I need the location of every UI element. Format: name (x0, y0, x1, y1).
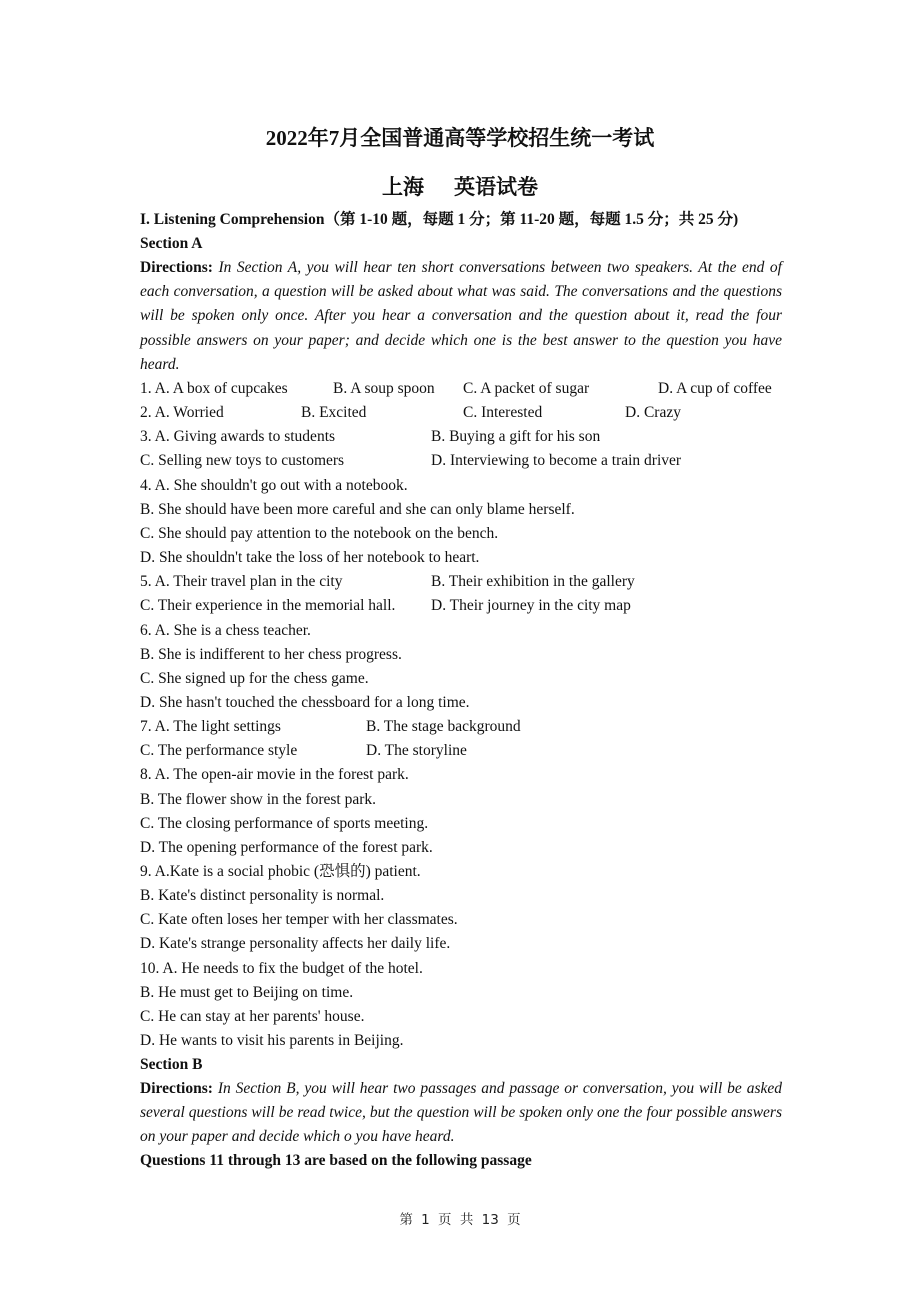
answer-option: C. She should pay attention to the notebook on the bench. (140, 524, 499, 542)
directions-text: In Section B, you will hear two passages and passage or conversation, you will be asked several questions will be read twice, but the question will be spoken only one the four possible answers on your paper and decide which o you have heard. (140, 1080, 783, 1146)
question-option-row (0, 619, 920, 643)
question-option-row (0, 908, 920, 932)
directions-label: Directions: (140, 259, 213, 276)
question-option-row (0, 739, 920, 763)
answer-option: 7. A. The light settings (140, 718, 281, 736)
question-option-row (0, 474, 920, 498)
section-b-directions (140, 1077, 782, 1150)
answer-option: D. The storyline (366, 742, 467, 760)
question-option-row (0, 667, 920, 691)
question-option-row (0, 1029, 920, 1053)
question-option-row (0, 522, 920, 546)
questions-intro: Questions 11 through 13 are based on the following passage (140, 1152, 532, 1169)
answer-option: C. The closing performance of sports meeting. (140, 814, 429, 832)
answer-option: D. The opening performance of the forest park. (140, 838, 433, 856)
answer-option: D. Their journey in the city map (431, 597, 631, 615)
question-option-row (0, 884, 920, 908)
answer-option: D. Kate's strange personality affects her daily life. (140, 935, 451, 953)
question-option-row (0, 715, 920, 739)
answer-option: B. The stage background (366, 718, 521, 736)
question-option-row (0, 425, 920, 449)
question-option-row (0, 691, 920, 715)
answer-option: C. Selling new toys to customers (140, 452, 345, 470)
answer-option: D. A cup of coffee (658, 380, 772, 397)
answer-option: D. She hasn't touched the chessboard for a long time. (140, 693, 470, 711)
answer-option: 1. A. A box of cupcakes (140, 380, 288, 397)
answer-option: C. A packet of sugar (463, 380, 590, 397)
question-option-row (0, 788, 920, 812)
question-option-row (0, 981, 920, 1005)
paper-name: 英语试卷 (454, 175, 538, 199)
question-option-row (0, 860, 920, 884)
answer-option: 10. A. He needs to fix the budget of the hotel. (140, 959, 423, 977)
answer-option: B. Their exhibition in the gallery (431, 573, 635, 591)
answer-option: 2. A. Worried (140, 404, 224, 422)
question-option-row (0, 377, 920, 401)
answer-option: B. Kate's distinct personality is normal. (140, 887, 385, 905)
exam-title: 2022年7月全国普通高等学校招生统一考试 (265, 126, 655, 150)
answer-option: 4. A. She shouldn't go out with a notebook. (140, 476, 408, 494)
section-a-directions (140, 256, 782, 377)
answer-option: D. She shouldn't take the loss of her notebook to heart. (140, 549, 480, 567)
question-option-row (0, 498, 920, 522)
question-option-row (0, 546, 920, 570)
question-option-row (0, 836, 920, 860)
answer-option: B. A soup spoon (333, 380, 435, 397)
question-option-row (0, 594, 920, 618)
answer-option: B. He must get to Beijing on time. (140, 983, 354, 1001)
answer-option: C. She signed up for the chess game. (140, 669, 369, 687)
answer-option: 5. A. Their travel plan in the city (140, 573, 343, 591)
question-option-row (0, 401, 920, 425)
answer-option: 3. A. Giving awards to students (140, 428, 336, 446)
region: 上海 (382, 175, 424, 199)
section-a-heading: Section A (140, 235, 203, 252)
question-option-row (0, 570, 920, 594)
answer-option: B. Buying a gift for his son (431, 428, 601, 446)
section-b-heading: Section B (140, 1056, 203, 1073)
exam-subtitle (0, 171, 920, 201)
answer-option: B. She is indifferent to her chess progress. (140, 645, 402, 663)
question-option-row (0, 812, 920, 836)
directions-text: In Section A, you will hear ten short conversations between two speakers. At the end of each conversation, a question will be asked about what was said. The conversations and the questions will be spoken only once. After you hear a conversation and the question about it, read the four possible answers on your paper; and decide which one is the best answer to the question you have heard. (140, 259, 782, 373)
answer-option: C. Interested (463, 404, 543, 422)
part1-heading: I. Listening Comprehension（第 1-10 题，每题 1 分；第 11-20 题，每题 1.5 分；共 25 分) (140, 211, 739, 228)
question-option-row (0, 449, 920, 473)
answer-option: C. He can stay at her parents' house. (140, 1007, 365, 1025)
answer-option: B. Excited (301, 404, 367, 422)
directions-label: Directions: (140, 1080, 213, 1097)
answer-option: B. The flower show in the forest park. (140, 790, 377, 808)
answer-option: 8. A. The open-air movie in the forest park. (140, 766, 409, 784)
answer-option: C. Kate often loses her temper with her classmates. (140, 911, 458, 929)
answer-option: 6. A. She is a chess teacher. (140, 621, 311, 639)
question-option-row (0, 643, 920, 667)
answer-option: C. The performance style (140, 742, 298, 760)
question-option-row (0, 1005, 920, 1029)
answer-option: D. Interviewing to become a train driver (431, 452, 682, 470)
page-number: 第 1 页 共 13 页 (399, 1212, 521, 1228)
answer-option: D. Crazy (625, 404, 681, 422)
answer-option: D. He wants to visit his parents in Beijing. (140, 1032, 404, 1050)
answer-option: 9. A.Kate is a social phobic (恐惧的) patient. (140, 863, 421, 880)
question-option-row (0, 763, 920, 787)
question-option-row (0, 957, 920, 981)
answer-option: C. Their experience in the memorial hall. (140, 597, 396, 615)
answer-option: B. She should have been more careful and she can only blame herself. (140, 500, 575, 518)
question-option-row (0, 932, 920, 956)
